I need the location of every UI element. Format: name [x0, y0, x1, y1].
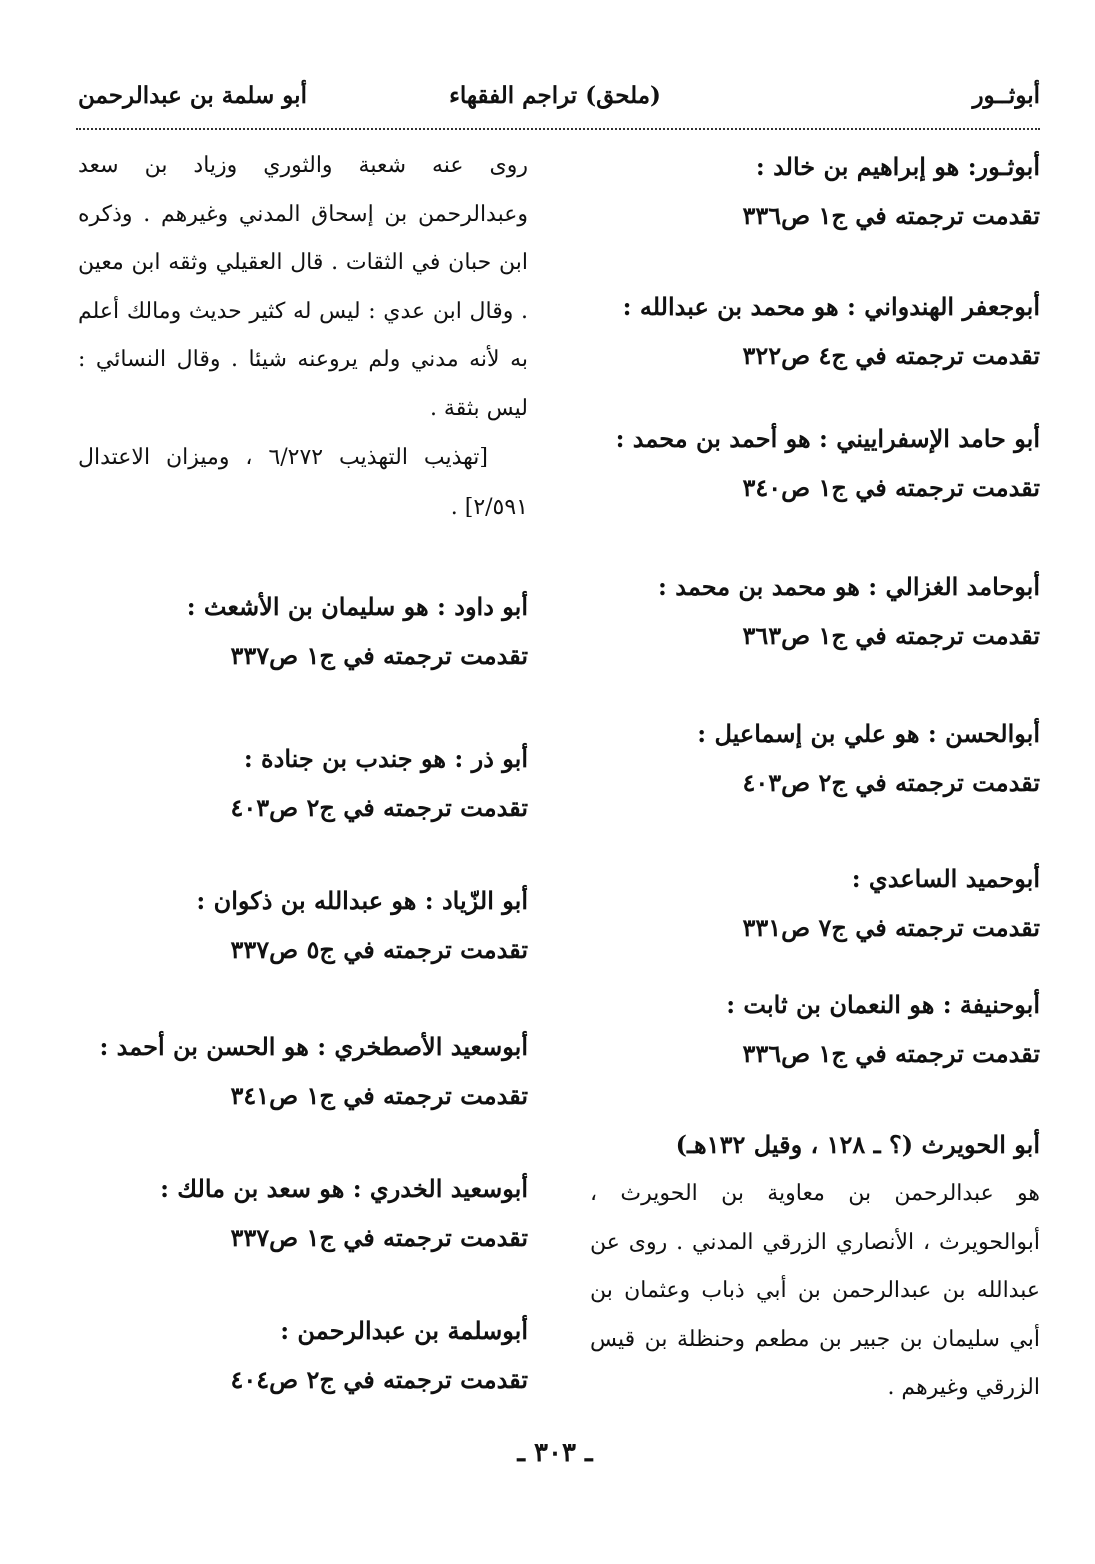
running-head-right: أبوثــور: [972, 82, 1040, 109]
entry-reference: تقدمت ترجمته في ج٤ ص٣٢٢: [742, 341, 1040, 370]
entry-abu-hanifa: [590, 980, 1040, 1078]
running-head: [70, 82, 1040, 122]
entry-reference: تقدمت ترجمته في ج٢ ص٤٠٤: [230, 1365, 528, 1394]
entry-title: أبوالحسن : هو علي بن إسماعيل :: [697, 719, 1040, 748]
entry-reference: تقدمت ترجمته في ج١ ص٣٣٦: [742, 1039, 1040, 1068]
entry-title: أبوسعيد الخدري : هو سعد بن مالك :: [160, 1174, 528, 1203]
entry-reference: تقدمت ترجمته في ج٢ ص٤٠٣: [742, 768, 1040, 797]
entry-abu-hamid-ghazali: [590, 562, 1040, 660]
entry-title: أبو الحويرث (؟ ـ ١٢٨ ، وقيل ١٣٢هـ): [675, 1130, 1040, 1159]
entry-reference: تقدمت ترجمته في ج١ ص٣٣٧: [230, 641, 528, 670]
book-page: [70, 70, 1040, 1510]
entry-title: أبوحنيفة : هو النعمان بن ثابت :: [726, 990, 1040, 1019]
entry-title: أبو ذر : هو جندب بن جنادة :: [243, 744, 528, 773]
biography-continuation: [78, 142, 528, 533]
entry-abu-thawr: [590, 142, 1040, 240]
entry-title: أبوسلمة بن عبدالرحمن :: [280, 1316, 528, 1345]
entry-title: أبو داود : هو سليمان بن الأشعث :: [186, 592, 528, 621]
source-citation: [تهذيب التهذيب ٦/٢٧٢ ، وميزان الاعتدال ٢/٥٩١] .: [78, 445, 528, 520]
entry-reference: تقدمت ترجمته في ج٢ ص٤٠٣: [230, 793, 528, 822]
entry-reference: تقدمت ترجمته في ج١ ص٣٣٧: [230, 1223, 528, 1252]
entry-reference: تقدمت ترجمته في ج١ ص٣٤٠: [742, 473, 1040, 502]
entry-abu-al-huwayrith: [590, 1120, 1040, 1413]
biography-text: روى عنه شعبة والثوري وزياد بن سعد وعبدالرحمن بن إسحاق المدني وغيرهم . وذكره ابن حبان في الثقات . قال العقيلي وثقه ابن معين . وقال ابن عدي : ليس له كثير حديث ومالك أعلم به لأنه مدني ولم يروعنه شيئا . وقال النسائي : ليس بثقة .: [78, 153, 528, 421]
header-divider: [76, 128, 1040, 130]
entry-abu-al-ziyad: [78, 876, 528, 974]
entry-title: أبوحميد الساعدي :: [851, 864, 1040, 893]
entry-abu-said-khudri: [78, 1164, 528, 1262]
entry-reference: تقدمت ترجمته في ج١ ص٣٤١: [230, 1081, 528, 1110]
entry-reference: تقدمت ترجمته في ج١ ص٣٣٦: [742, 201, 1040, 230]
running-head-center: (ملحق) تراجم الفقهاء: [449, 82, 661, 109]
entry-abu-salama: [78, 1306, 528, 1404]
entry-reference: تقدمت ترجمته في ج١ ص٣٦٣: [742, 621, 1040, 650]
entry-abu-dawud: [78, 582, 528, 680]
entry-title: أبوسعيد الأصطخري : هو الحسن بن أحمد :: [99, 1032, 528, 1061]
running-head-left: أبو سلمة بن عبدالرحمن: [78, 82, 307, 109]
page-number: ـ ٣٠٣ ـ: [517, 1438, 593, 1468]
entry-reference: تقدمت ترجمته في ج٧ ص٣٣١: [742, 913, 1040, 942]
entry-title: أبوثـور: هو إبراهيم بن خالد :: [755, 152, 1040, 181]
entry-abu-said-istakhri: [78, 1022, 528, 1120]
entry-abu-humayd-saidi: [590, 854, 1040, 952]
entry-abu-al-hasan: [590, 709, 1040, 807]
entry-abu-hamid-isfaraini: [590, 414, 1040, 512]
entry-title: أبوحامد الغزالي : هو محمد بن محمد :: [658, 572, 1040, 601]
entry-abu-dharr: [78, 734, 528, 832]
entry-title: أبو الزّياد : هو عبدالله بن ذكوان :: [196, 886, 528, 915]
entry-abu-jafar-hindawani: [590, 282, 1040, 380]
entry-title: أبوجعفر الهندواني : هو محمد بن عبدالله :: [622, 292, 1040, 321]
entry-reference: تقدمت ترجمته في ج٥ ص٣٣٧: [230, 935, 528, 964]
biography-text: هو عبدالرحمن بن معاوية بن الحويرث ، أبوالحويرث ، الأنصاري الزرقي المدني . روى عن عبدالله بن عبدالرحمن بن أبي ذباب وعثمان بن أبي سليمان بن جبير بن مطعم وحنظلة بن قيس الزرقي وغيرهم .: [590, 1181, 1040, 1400]
entry-title: أبو حامد الإسفراييني : هو أحمد بن محمد :: [615, 424, 1040, 453]
